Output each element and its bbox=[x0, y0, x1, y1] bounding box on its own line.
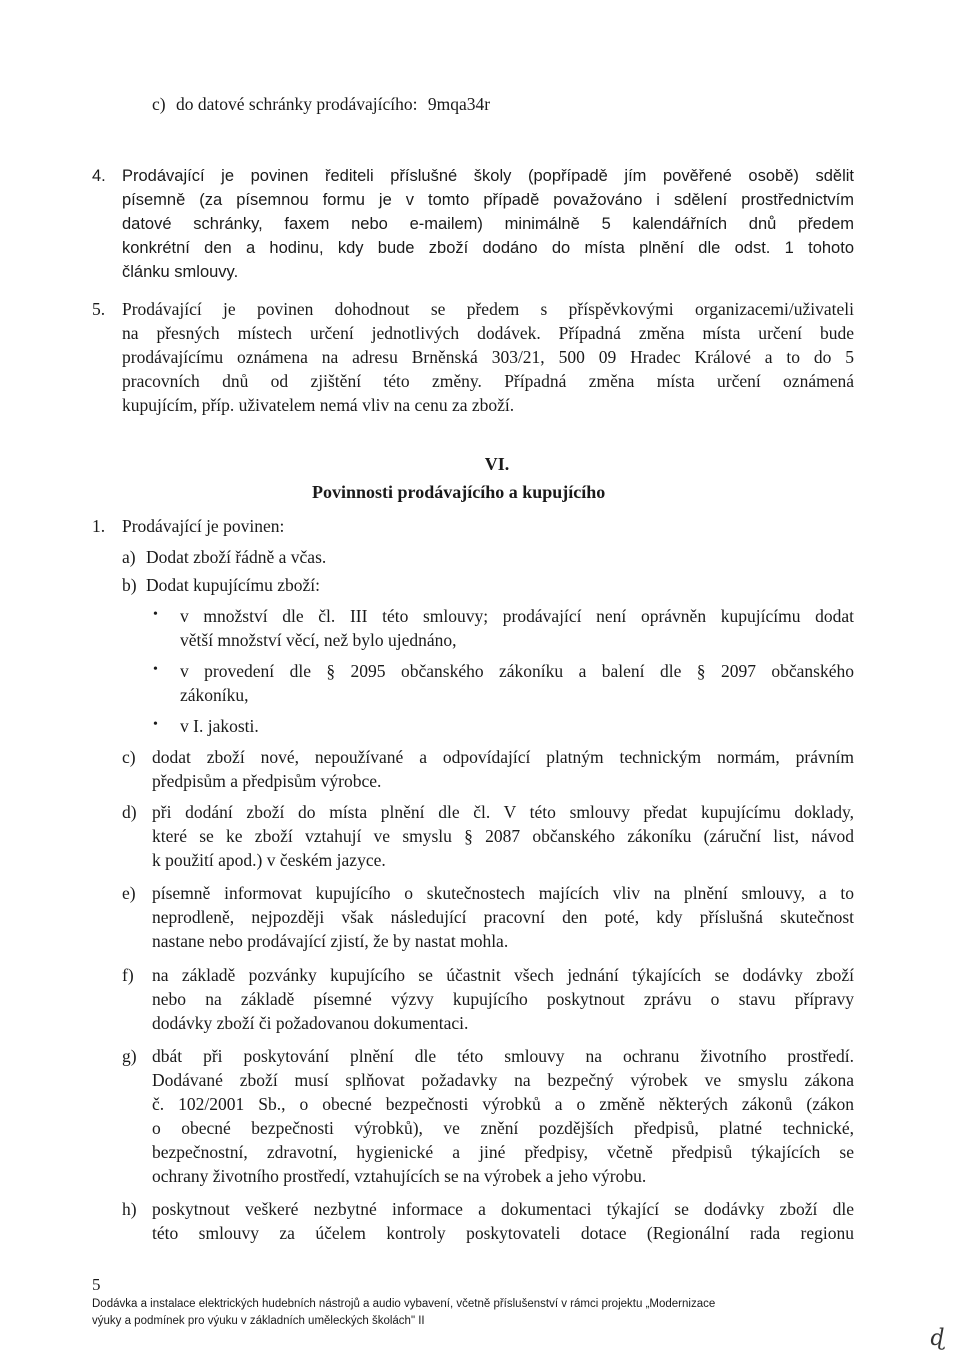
bullet-icon: • bbox=[153, 717, 158, 732]
item-label: c) bbox=[152, 94, 166, 114]
item-line: k použití apod.) v českém jazyce. bbox=[152, 850, 386, 870]
item-line: nebo na základě písemné výzvy kupujícího poskytnout zprávu o stavu přípravy bbox=[152, 989, 854, 1009]
paragraph-line: kupujícím, příp. uživatelem nemá vliv na cenu za zboží. bbox=[122, 395, 515, 415]
footer-line: Dodávka a instalace elektrických hudebních nástrojů a audio vybavení, včetně příslušenství v rámci projektu „Modernizace bbox=[92, 1298, 716, 1310]
bullet-line: zákoníku, bbox=[180, 685, 249, 705]
item-b-text: Dodat kupujícímu zboží: bbox=[146, 575, 320, 595]
bullet-line: větší množství věcí, než bylo ujednáno, bbox=[180, 630, 457, 650]
item-line: na základě pozvánky kupujícího se účastnit všech jednání týkajících se dodávky zboží bbox=[152, 965, 854, 985]
item-line: předpisům a předpisům výrobce. bbox=[152, 771, 382, 791]
item-g bbox=[152, 1044, 854, 1188]
paragraph-4 bbox=[122, 164, 854, 284]
paragraph-line: datové schránky, faxem nebo e-mailem) minimálně 5 kalendářních dnů předem bbox=[122, 215, 854, 233]
item-b-label: b) bbox=[122, 575, 137, 595]
paragraph-line: Prodávající je povinen řediteli příslušné školy (popřípadě jím pověřené osobě) sdělit bbox=[122, 167, 854, 185]
footer bbox=[92, 1296, 715, 1330]
item-c bbox=[152, 745, 854, 793]
item-line: písemně informovat kupujícího o skutečnostech majících vliv na plnění smlouvy, a to bbox=[152, 883, 854, 903]
item-line: o obecné bezpečnosti výrobků), ve znění pozdějších předpisů, platné technické, bbox=[152, 1118, 854, 1138]
paragraph-4-number: 4. bbox=[92, 167, 106, 185]
clause-1-text: Prodávající je povinen: bbox=[122, 516, 285, 536]
item-text: do datové schránky prodávajícího: bbox=[175, 94, 418, 114]
bullet-icon: • bbox=[153, 662, 158, 677]
clause-1-number: 1. bbox=[92, 516, 106, 536]
item-a-label: a) bbox=[122, 547, 136, 567]
databox-id: 9mqa34r bbox=[427, 94, 491, 114]
paragraph-line: Prodávající je povinen dohodnout se předem s příspěvkovými organizacemi/uživateli bbox=[122, 299, 854, 319]
item-c-top bbox=[152, 92, 490, 116]
section-title: Povinnosti prodávajícího a kupujícího bbox=[312, 482, 606, 502]
item-f bbox=[152, 963, 854, 1035]
item-d bbox=[152, 800, 854, 872]
paragraph-5 bbox=[122, 297, 854, 417]
item-line: nastane nebo prodávající zjistí, že by nastat mohla. bbox=[152, 931, 509, 951]
item-line: dodat zboží nové, nepoužívané a odpovídající platným technickým normám, právním bbox=[152, 747, 854, 767]
item-line: dodávky zboží či požadovanou dokumentaci. bbox=[152, 1013, 469, 1033]
bullet-item-1 bbox=[180, 604, 854, 652]
item-d-label: d) bbox=[122, 802, 137, 822]
paragraph-line: prodávajícímu oznámena na adresu Brněnská 303/21, 500 09 Hradec Králové a to do 5 bbox=[122, 347, 854, 367]
item-line: dbát při poskytování plnění dle této smlouvy na ochranu životního prostředí. bbox=[152, 1046, 854, 1066]
paragraph-line: konkrétní den a hodinu, kdy bude zboží dodáno do místa plnění dle odst. 1 tohoto bbox=[122, 239, 854, 257]
footer-line: výuky a podmínek pro výuku v základních uměleckých školách" II bbox=[92, 1315, 425, 1327]
paragraph-line: pracovních dnů od zjištění této změny. Případná změna místa určení oznámená bbox=[122, 371, 854, 391]
item-h-label: h) bbox=[122, 1199, 137, 1219]
bullet-line: v provedení dle § 2095 občanského zákoníku a balení dle § 2097 občanského bbox=[180, 661, 854, 681]
item-line: této smlouvy za účelem kontroly poskytovateli dotace (Regionální rada regionu bbox=[152, 1223, 854, 1243]
bullet-line: v množství dle čl. III této smlouvy; prodávající není oprávněn kupujícímu dodat bbox=[180, 606, 854, 626]
bullet-icon: • bbox=[153, 607, 158, 622]
page-number: 5 bbox=[92, 1275, 101, 1294]
item-line: neprodleně, nejpozději však následující pracovní den poté, kdy příslušná skutečnost bbox=[152, 907, 854, 927]
paragraph-line: na přesných místech určení jednotlivých dodávek. Případná změna místa určení bude bbox=[122, 323, 854, 343]
item-line: č. 102/2001 Sb., o obecné bezpečnosti výrobků a o změně některých zákonů (zákon bbox=[152, 1094, 854, 1114]
bullet-item-2 bbox=[180, 659, 854, 707]
section-number: VI. bbox=[484, 454, 510, 474]
item-line: bezpečnostní, zdravotní, hygienické a jiné předpisy, včetně předpisů týkajících se bbox=[152, 1142, 854, 1162]
bullet-item-3: v I. jakosti. bbox=[180, 716, 259, 736]
item-f-label: f) bbox=[122, 965, 134, 985]
item-e bbox=[152, 881, 854, 953]
item-e-label: e) bbox=[122, 883, 136, 903]
item-line: poskytnout veškeré nezbytné informace a dokumentaci týkající se dodávky zboží dle bbox=[152, 1199, 854, 1219]
item-h bbox=[152, 1197, 854, 1245]
item-line: které se ke zboží vztahují ve smyslu § 2087 občanského zákoníku (záruční list, návod bbox=[152, 826, 854, 846]
paragraph-5-number: 5. bbox=[92, 299, 106, 319]
paragraph-line: článku smlouvy. bbox=[122, 263, 239, 281]
paragraph-line: písemně (za písemnou formu je v tomto případě považováno i sdělení prostřednictvím bbox=[122, 191, 854, 209]
item-line: ochrany životního prostředí, vztahujících se na výrobek a jeho výrobu. bbox=[152, 1166, 647, 1186]
item-a-text: Dodat zboží řádně a včas. bbox=[146, 547, 327, 567]
item-g-label: g) bbox=[122, 1046, 137, 1066]
item-line: při dodání zboží do místa plnění dle čl. V této smlouvy předat kupujícímu doklady, bbox=[152, 802, 854, 822]
handwritten-initial-icon: ɖ bbox=[930, 1326, 945, 1351]
item-line: Dodávané zboží musí splňovat požadavky na bezpečný výrobek ve smyslu zákona bbox=[152, 1070, 854, 1090]
item-c-label: c) bbox=[122, 747, 136, 767]
